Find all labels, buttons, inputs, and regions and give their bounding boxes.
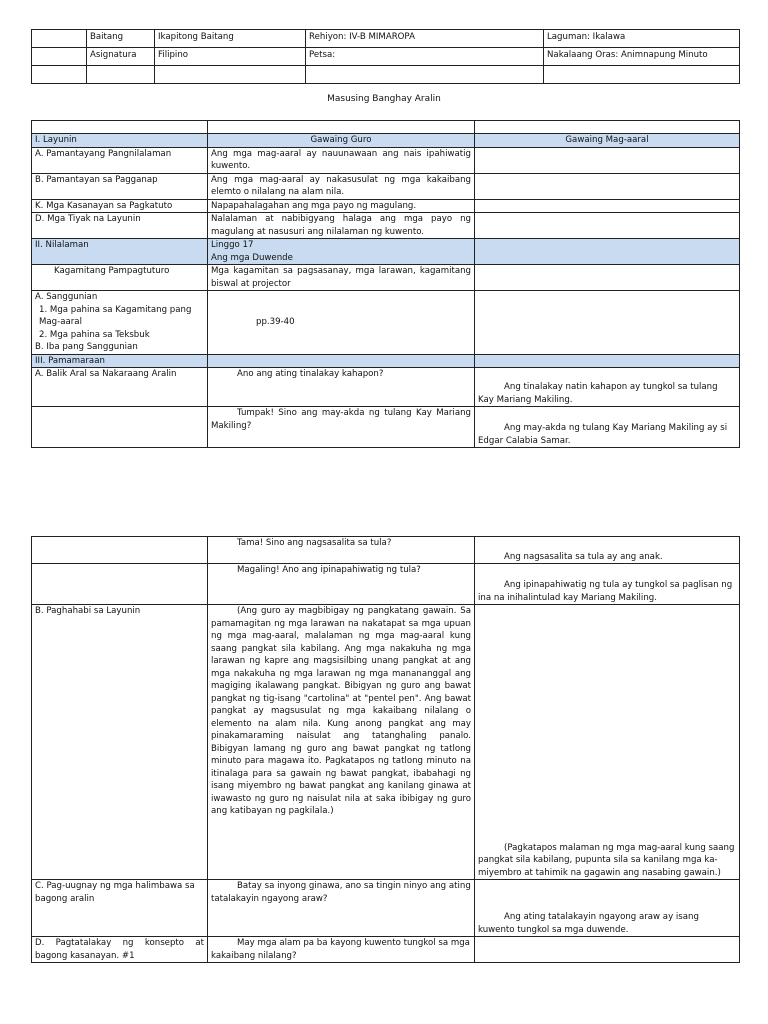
guro-cell: Napapahalagahan ang mga payo ng magulang. [208, 199, 475, 213]
section-row-pamamaraan [32, 354, 740, 368]
table-row [32, 213, 740, 239]
table-row [32, 564, 740, 605]
magaaral-cell: Ang tinalakay natin kahapon ay tungkol sa tulang Kay Mariang Makiling. [475, 368, 740, 407]
header-row [32, 30, 740, 48]
guro-cell: Nalalaman at nabibigyang halaga ang mga payo ng magulang at nasusuri ang nilalaman ng kuwento. [208, 213, 475, 239]
row-label: B. Paghahabi sa Layunin [32, 605, 208, 880]
header-cell [155, 66, 306, 84]
row-label [32, 291, 208, 355]
table-row [32, 368, 740, 407]
header-cell-asignatura-value: Filipino [155, 48, 306, 66]
guro-cell: May mga alam pa ba kayong kuwento tungkol sa mga kakaibang nilalang? [208, 937, 475, 963]
sanggunian-b: B. Iba pang Sanggunian [35, 342, 138, 352]
guro-cell: Ang mga mag-aaral ay nauunawaan ang nais ipahiwatig kuwento. [208, 147, 475, 173]
table-row [32, 265, 740, 291]
magaaral-cell: Ang may-akda ng tulang Kay Mariang Makiling ay si Edgar Calabia Samar. [475, 407, 740, 448]
row-label: K. Mga Kasanayan sa Pagkatuto [32, 199, 208, 213]
magaaral-cell: Ang ipinapahiwatig ng tula ay tungkol sa paglisan ng ina na inihalintulad kay Mariang Makiling. [475, 564, 740, 605]
header-cell [544, 66, 740, 84]
header-table [31, 29, 740, 84]
linggo-text: Linggo 17 [211, 240, 254, 250]
table-row [32, 173, 740, 199]
table-row [32, 880, 740, 937]
table-row [32, 537, 740, 564]
row-label: C. Pag-uugnay ng mga halimbawa sa bagong aralin [32, 880, 208, 937]
header-cell-petsa: Petsa: [306, 48, 544, 66]
section-row-nilalaman [32, 239, 740, 265]
guro-cell: Magaling! Ano ang ipinapahiwatig ng tula? [208, 564, 475, 605]
section-label: III. Pamamaraan [32, 354, 208, 368]
header-cell [32, 66, 87, 84]
guro-cell [208, 239, 475, 265]
header-cell-asignatura: Asignatura [87, 48, 155, 66]
magaaral-cell: Ang ating tatalakayin ngayong araw ay isang kuwento tungkol sa mga duwende. [475, 880, 740, 937]
header-cell [32, 48, 87, 66]
header-row [32, 48, 740, 66]
row-label: A. Pamantayang Pangnilalaman [32, 147, 208, 173]
header-cell [32, 30, 87, 48]
magaaral-cell: (Pagkatapos malaman ng mga mag-aaral kung saang pangkat sila kabilang, pupunta sila sa kanilang mga ka-miyembro at tahimik na gagawin ang nasabing gawain.) [475, 605, 740, 880]
table-row [32, 605, 740, 880]
sanggunian-a: A. Sanggunian [35, 292, 98, 302]
guro-cell: Tama! Sino ang nagsasalita sa tula? [208, 537, 475, 564]
table-row [32, 937, 740, 963]
section-label: II. Nilalaman [32, 239, 208, 265]
guro-cell: pp.39-40 [208, 291, 475, 355]
document-title: Masusing Banghay Aralin [327, 94, 441, 104]
header-cell-nakalaang-oras: Nakalaang Oras: Animnapung Minuto [544, 48, 740, 66]
guro-cell: Ano ang ating tinalakay kahapon? [208, 368, 475, 407]
table-row [32, 291, 740, 355]
sanggunian-1: 1. Mga pahina sa Kagamitang pang Mag-aaral [39, 304, 192, 327]
guro-cell: (Ang guro ay magbibigay ng pangkatang gawain. Sa pamamagitan ng mga larawan na nakatapat sa mga upuan ng mga mag-aaral, malalaman ng mga mag-aaral kung saang pangkat sila kabilang. Ang mga nakakuha ng mga larawan ng kapre ang magsisilbing unang pangkat at ang mga nakakuha ng mga larawan ng mga manananggal ang magiging ikalawang pangkat. Bibigyan ng guro ang bawat pangkat ng tig-isang "cartolina" at "pentel pen". Ang bawat pangkat ay magsusulat ng mga kakaibang nilalang o elemento na alam nila. Kung anong pangkat ang may pinakamaraming naisulat ang tatanghaling panalo. Bibigyan lamang ng guro ang bawat pangkat ng tatlong minuto para magawa ito. Pagkatapos ng tatlong minuto na itinalaga para sa gawain ng bawat pangkat, ibabahagi ng isang miyembro ng bawat pangkat ang kanilang ginawa at iwawasto ng guro ng naisulat nila at saka ibibigay ng guro ang katibayan ng pagkilala.) [208, 605, 475, 880]
kuwento-title: Ang mga Duwende [211, 252, 293, 263]
column-header-guro: Gawaing Guro [208, 134, 475, 148]
header-cell-baitang: Baitang [87, 30, 155, 48]
guro-cell: Batay sa inyong ginawa, ano sa tingin ninyo ang ating tatalakayin ngayong araw? [208, 880, 475, 937]
header-cell-rehiyon: Rehiyon: IV-B MIMAROPA [306, 30, 544, 48]
table-row [32, 147, 740, 173]
magaaral-cell: Ang nagsasalita sa tula ay ang anak. [475, 537, 740, 564]
header-cell-baitang-value: Ikapitong Baitang [155, 30, 306, 48]
header-row [32, 66, 740, 84]
table-row [32, 121, 740, 134]
guro-cell: Tumpak! Sino ang may-akda ng tulang Kay Mariang Makiling? [208, 407, 475, 448]
guro-cell: Mga kagamitan sa pagsasanay, mga larawan, kagamitang biswal at projector [208, 265, 475, 291]
table-row [32, 199, 740, 213]
column-header-magaaral: Gawaing Mag-aaral [475, 134, 740, 148]
header-cell [87, 66, 155, 84]
row-label: D. Pagtatalakay ng konsepto at bagong kasanayan. #1 [32, 937, 208, 963]
section-label: I. Layunin [32, 134, 208, 148]
lesson-plan-table [31, 120, 740, 448]
section-row-layunin [32, 134, 740, 148]
row-label: Kagamitang Pampagtuturo [32, 265, 208, 291]
header-cell-laguman: Laguman: Ikalawa [544, 30, 740, 48]
guro-cell: Ang mga mag-aaral ay nakasusulat ng mga kakaibang elemto o nilalang na alam nila. [208, 173, 475, 199]
table-row [32, 407, 740, 448]
sanggunian-2: 2. Mga pahina sa Teksbuk [39, 329, 150, 340]
lesson-plan-table-continued [31, 536, 740, 963]
header-cell [306, 66, 544, 84]
row-label: A. Balik Aral sa Nakaraang Aralin [32, 368, 208, 407]
row-label: D. Mga Tiyak na Layunin [32, 213, 208, 239]
row-label: B. Pamantayan sa Pagganap [32, 173, 208, 199]
page-2 [0, 504, 768, 1024]
